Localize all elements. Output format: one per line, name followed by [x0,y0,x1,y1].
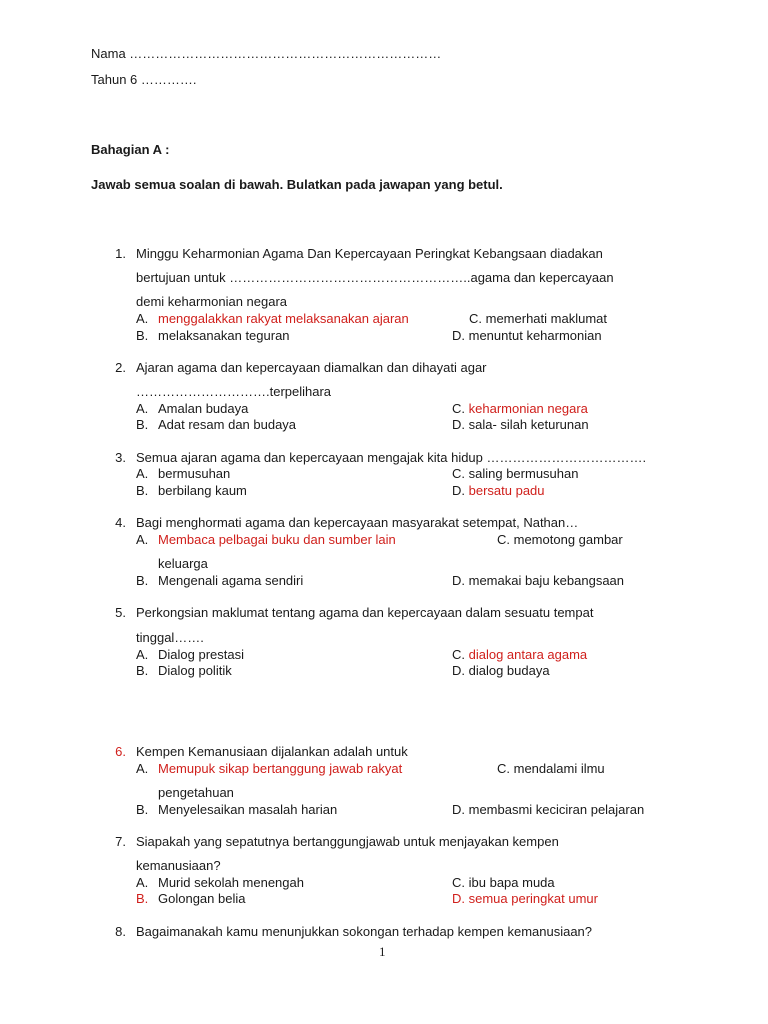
option-c-continuation: pengetahuan [158,785,234,800]
option-d-letter: D. [452,417,465,432]
option-d-letter: D. [452,802,465,817]
option-a-letter: A. [136,647,149,662]
option-c [497,761,605,777]
option-d-letter: D. [452,891,465,906]
question-text-line: Bagi menghormati agama dan kepercayaan masyarakat setempat, Nathan… [136,515,579,530]
option-d-letter: D. [452,483,465,498]
option-b-text: melaksanakan teguran [158,328,290,343]
question-number: 4. [115,515,126,530]
option-d-text: sala- silah keturunan [468,417,589,432]
question-text-line: Siapakah yang sepatutnya bertanggungjawab untuk menjayakan kempen [136,834,559,849]
option-d-text: semua peringkat umur [468,891,598,906]
tahun-field: Tahun 6 …………. [91,72,197,87]
option-a-text: Amalan budaya [158,401,249,416]
option-b-letter: B. [136,891,149,906]
option-b-text: Golongan belia [158,891,246,906]
option-d [452,483,545,499]
option-b-letter: B. [136,663,149,678]
question-text-line: ………………………….terpelihara [136,384,332,399]
option-b-text: Dialog politik [158,663,232,678]
option-c-letter: C. [452,466,465,481]
option-a-letter: A. [136,311,149,326]
question-number: 1. [115,246,126,261]
option-b-letter: B. [136,417,149,432]
option-b-text: Adat resam dan budaya [158,417,297,432]
option-a-text: Dialog prestasi [158,647,244,662]
option-d-text: dialog budaya [468,663,550,678]
option-c-text: memerhati maklumat [485,311,607,326]
option-c-continuation: keluarga [158,556,208,571]
option-c [497,532,623,548]
option-d [452,802,644,818]
question-text-line: bertujuan untuk ………………………………………………..agama dan kepercayaan [136,270,614,285]
option-c [469,311,607,327]
option-d-text: menuntut keharmonian [468,328,602,343]
question-text-line: kemanusiaan? [136,858,221,873]
page-number: 1 [379,944,386,959]
question-text-line: Perkongsian maklumat tentang agama dan kepercayaan dalam sesuatu tempat [136,605,594,620]
option-d-letter: D. [452,328,465,343]
nama-field: Nama ……………………………………………………………… [91,46,442,61]
option-d-text: memakai baju kebangsaan [468,573,625,588]
option-d [452,891,598,907]
question-text-line: Minggu Keharmonian Agama Dan Kepercayaan Peringkat Kebangsaan diadakan [136,246,603,261]
option-c-letter: C. [452,647,465,662]
option-a-text: Membaca pelbagai buku dan sumber lain [158,532,396,547]
option-c-text: dialog antara agama [468,647,588,662]
question-number: 2. [115,360,126,375]
option-b-letter: B. [136,573,149,588]
option-c-letter: C. [469,311,482,326]
option-a-text: Memupuk sikap bertanggung jawab rakyat [158,761,403,776]
option-d-text: membasmi keciciran pelajaran [468,802,645,817]
option-c [452,875,555,891]
option-a-letter: A. [136,466,149,481]
option-b-text: berbilang kaum [158,483,247,498]
question-text-line: Ajaran agama dan kepercayaan diamalkan dan dihayati agar [136,360,487,375]
question-number: 6. [115,744,126,759]
option-c-letter: C. [452,875,465,890]
option-d-letter: D. [452,573,465,588]
option-d-text: bersatu padu [468,483,545,498]
option-c-letter: C. [497,532,510,547]
option-d [452,663,550,679]
option-d [452,328,602,344]
option-d [452,417,589,433]
question-number: 8. [115,924,126,939]
option-a-letter: A. [136,401,149,416]
question-number: 7. [115,834,126,849]
question-text-line: demi keharmonian negara [136,294,288,309]
option-b-text: Mengenali agama sendiri [158,573,304,588]
option-b-text: Menyelesaikan masalah harian [158,802,338,817]
question-number: 3. [115,450,126,465]
option-c [452,401,588,417]
option-b-letter: B. [136,483,149,498]
option-c [452,466,578,482]
question-text-line: Semua ajaran agama dan kepercayaan mengajak kita hidup ………………………………. [136,450,647,465]
question-text-line: Kempen Kemanusiaan dijalankan adalah untuk [136,744,408,759]
question-number: 5. [115,605,126,620]
option-c-text: saling bermusuhan [468,466,579,481]
option-a-letter: A. [136,875,149,890]
option-a-text: menggalakkan rakyat melaksanakan ajaran [158,311,409,326]
option-b-letter: B. [136,328,149,343]
section-title: Bahagian A : [91,142,170,157]
section-instruction: Jawab semua soalan di bawah. Bulatkan pada jawapan yang betul. [91,177,503,192]
option-c-text: memotong gambar [513,532,623,547]
question-text-line: tinggal……. [136,630,204,645]
option-c-letter: C. [497,761,510,776]
option-c-text: mendalami ilmu [513,761,605,776]
option-c-text: keharmonian negara [468,401,588,416]
option-d-letter: D. [452,663,465,678]
option-a-letter: A. [136,532,149,547]
option-c-text: ibu bapa muda [468,875,555,890]
question-text-line: Bagaimanakah kamu menunjukkan sokongan terhadap kempen kemanusiaan? [136,924,593,939]
option-a-text: Murid sekolah menengah [158,875,304,890]
option-c-letter: C. [452,401,465,416]
option-d [452,573,624,589]
option-c [452,647,587,663]
option-b-letter: B. [136,802,149,817]
option-a-text: bermusuhan [158,466,231,481]
option-a-letter: A. [136,761,149,776]
